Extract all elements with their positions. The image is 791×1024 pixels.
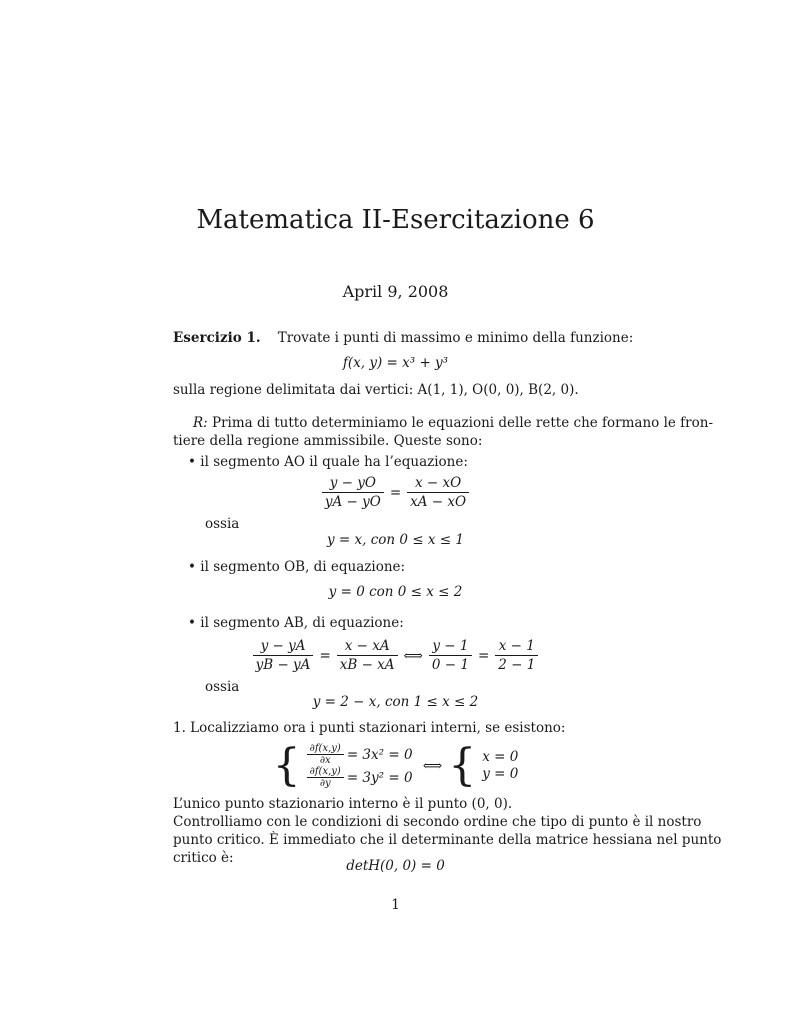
region-text: sulla regione delimitata dai vertici: A(1, 1), O(0, 0), B(2, 0). [173,382,579,398]
d1-den: ∂x [319,755,331,766]
answer-line-2: tiere della regione ammissibile. Queste sono: [173,433,483,449]
ao-lhs-den: yA − yO [324,494,381,510]
page-title: Matematica II-Esercitazione 6 [196,205,595,235]
ao-rhs-fraction [407,474,469,511]
function-equation: f(x, y) = x³ + y³ [342,355,449,371]
left-brace-2: { [448,740,477,791]
control-line-2: punto critico. È immediato che il determinante della matrice hessiana nel punto [173,832,722,848]
stationary-system: { $\frac{\partial f(x,y)}{\partial x}$ = 3x² = 0 $\frac{\partial f(x,y)}{\partial y}$ = 3y² = 0 ⟺ { x = 0 y = 0 [272,740,519,791]
ab-lhs-fraction [253,637,314,674]
d1-rhs: = 3x² = 0 [346,746,413,763]
ab-mid-num: x − xA [337,637,398,656]
answer-line-1 [193,415,713,431]
bullet-ab-text: il segmento AB, di equazione: [200,615,404,631]
ab-r2-num: x − 1 [495,637,538,656]
control-line-3: critico è: [173,850,234,866]
d1-num: ∂f(x,y) [307,743,344,755]
left-brace-1: { [272,740,301,791]
ab-r2-fraction [495,637,538,674]
bullet-ao: • il segmento AO il quale ha l’equazione: [188,454,468,470]
ab-equation: $\frac{y - yA}{yB - yA}$ = $\frac{x - xA}{xB - xA}$ ⟺ $\frac{y - 1}{0 - 1}$ = $\frac{x - 1}{2 - 1}$ [0,637,791,674]
bullet-ob-text: il segmento OB, di equazione: [200,559,406,575]
answer-label: R: [193,415,208,431]
ab-lhs-den: yB − yA [255,657,311,673]
ab-mid-fraction [337,637,398,674]
page-number: 1 [391,897,400,913]
ao-result: y = x, con 0 ≤ x ≤ 1 [327,532,464,548]
d2-num: ∂f(x,y) [307,766,344,778]
d2-den: ∂y [319,778,331,789]
ao-lhs-fraction [322,474,384,511]
solution-y: y = 0 [482,766,519,782]
bullet-ob: • il segmento OB, di equazione: [188,559,406,575]
ao-rhs-den: xA − xO [410,494,467,510]
stationary-intro: 1. Localizziamo ora i punti stazionari interni, se esistono: [173,720,566,736]
control-line-1: Controlliamo con le condizioni di secondo ordine che tipo di punto è il nostro [173,814,702,830]
det-equation: detH(0, 0) = 0 [346,858,445,874]
ossia-1: ossia [205,516,240,532]
exercise-statement [173,330,633,346]
ossia-2: ossia [205,679,240,695]
unique-point-text: L’unico punto stazionario interno è il punto (0, 0). [173,796,513,812]
document-date: April 9, 2008 [342,282,449,301]
derivative-equations [307,743,413,789]
ab-r2-den: 2 − 1 [498,657,536,673]
ab-r1-num: y − 1 [429,637,472,656]
ao-lhs-num: y − yO [322,474,384,493]
ab-lhs-num: y − yA [253,637,314,656]
ao-rhs-num: x − xO [407,474,469,493]
ao-equation: $\frac{y - yO}{yA - yO}$ = $\frac{x - xO}{xA - xO}$ [0,474,791,511]
ob-result: y = 0 con 0 ≤ x ≤ 2 [328,584,463,600]
bullet-ab: • il segmento AB, di equazione: [188,615,404,631]
ab-mid-den: xB − xA [339,657,395,673]
derivative-x [307,743,413,766]
ab-r1-den: 0 − 1 [431,657,469,673]
ab-result: y = 2 − x, con 1 ≤ x ≤ 2 [312,694,479,710]
answer-text-1: Prima di tutto determiniamo le equazioni delle rette che formano le fron- [212,415,714,431]
exercise-label: Esercizio 1. [173,330,261,346]
solution-x: x = 0 [482,749,519,765]
bullet-ao-text: il segmento AO il quale ha l’equazione: [200,454,468,470]
ab-r1-fraction [429,637,472,674]
derivative-y [307,766,413,789]
exercise-text: Trovate i punti di massimo e minimo della funzione: [277,330,634,346]
solutions [482,749,518,783]
d2-rhs: = 3y² = 0 [346,769,413,786]
